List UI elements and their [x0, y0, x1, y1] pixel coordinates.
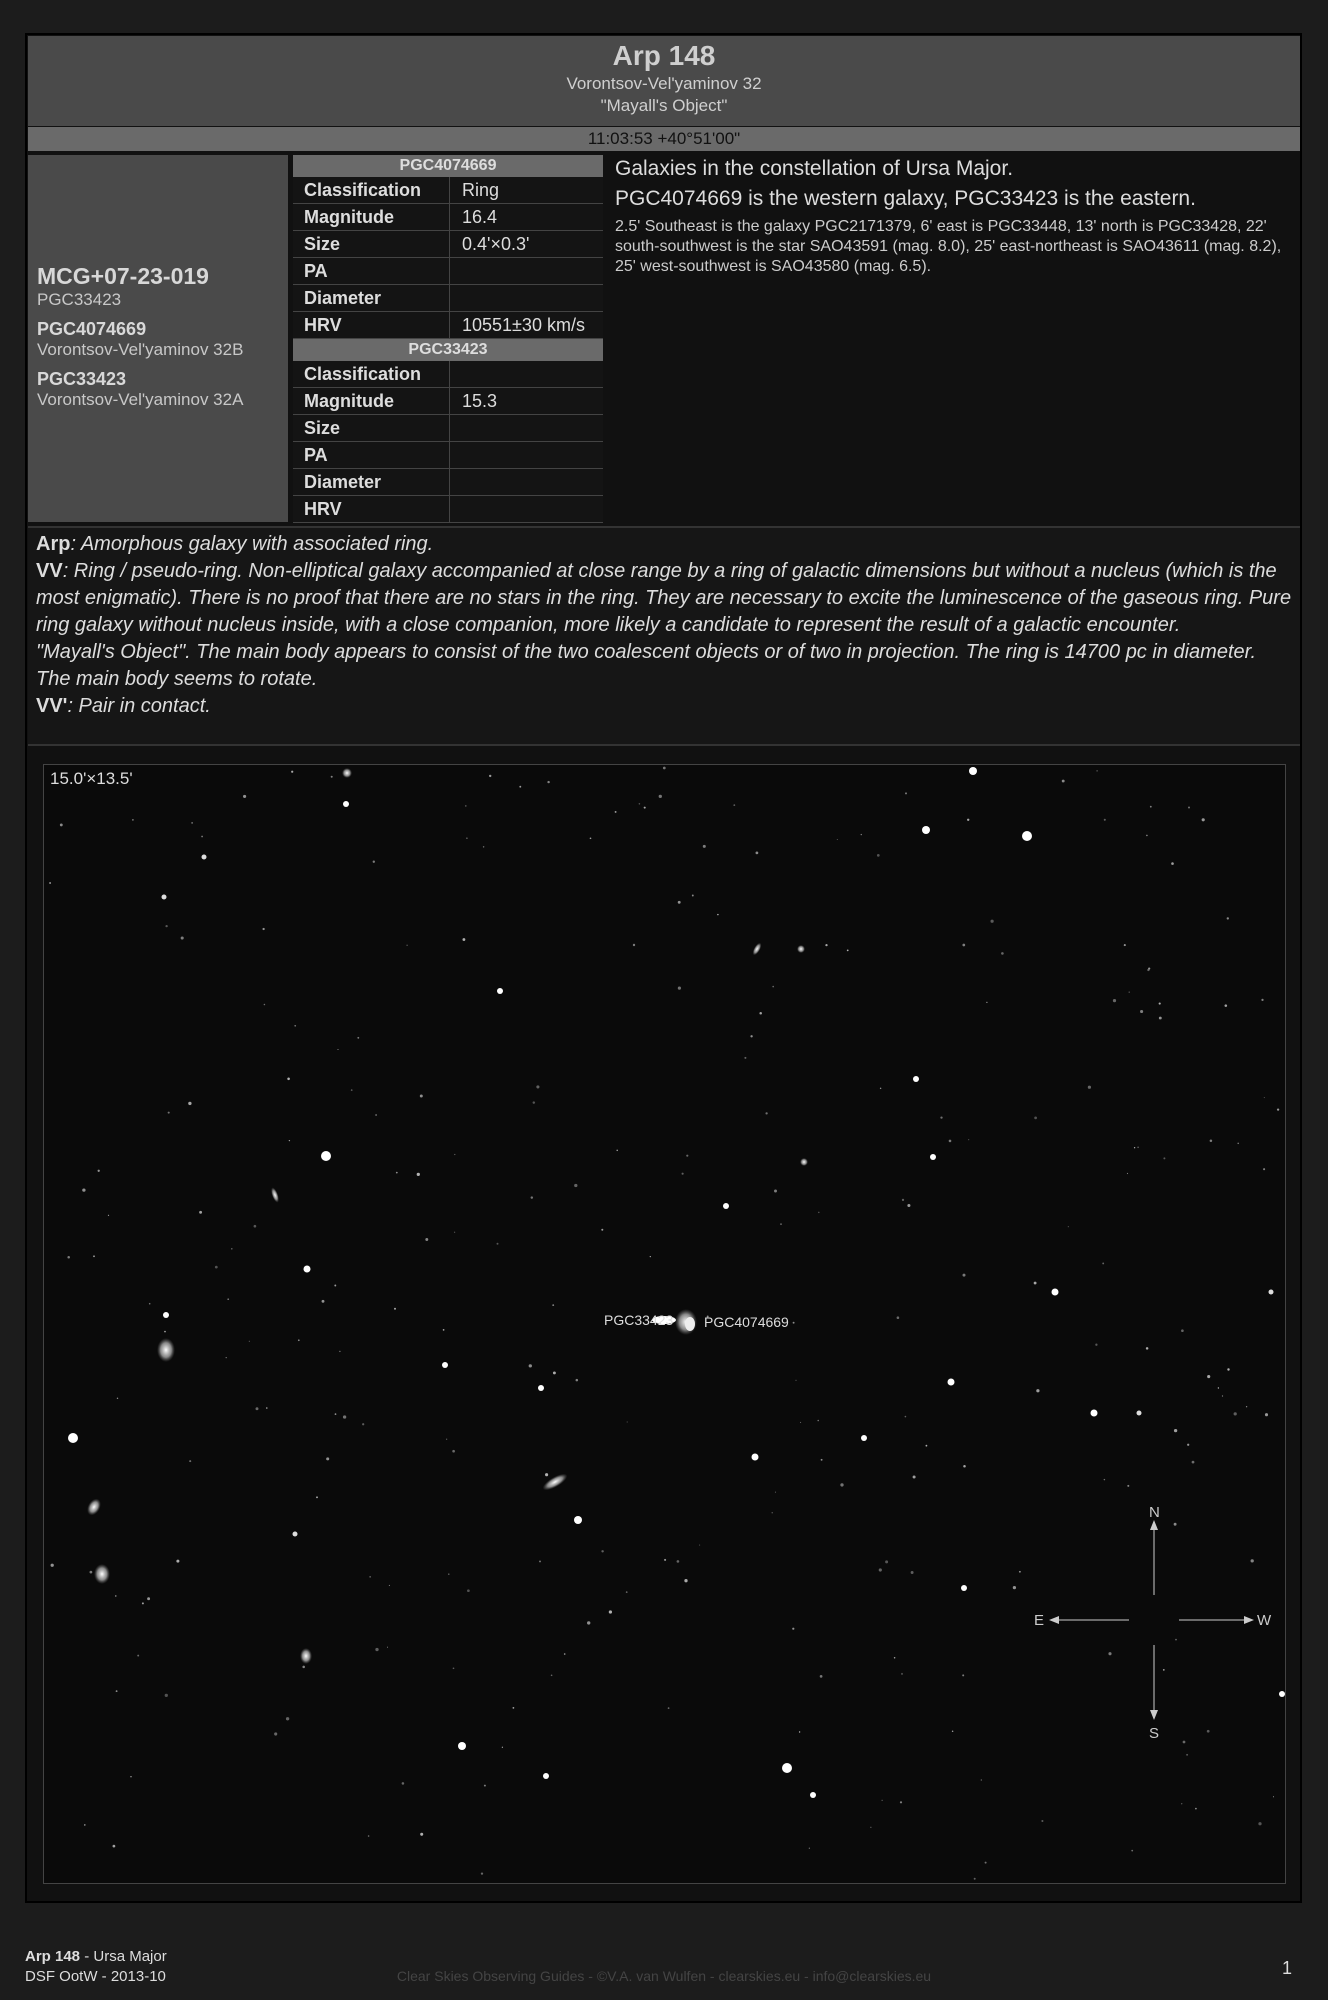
field-of-view-label: 15.0'×13.5': [50, 769, 133, 788]
object2-alt: Vorontsov-Vel'yaminov 32A: [37, 390, 244, 409]
description-panel: [615, 157, 1295, 277]
row-value: 0.4'×0.3': [462, 234, 530, 254]
table-row: [293, 204, 603, 231]
row-key: Diameter: [293, 285, 450, 311]
object1-designation: PGC4074669: [37, 319, 147, 339]
row-value: 15.3: [462, 391, 498, 411]
vvp-label: VV': [36, 695, 68, 717]
table-row: [293, 496, 603, 523]
row-value: [450, 361, 603, 387]
table-row: [293, 177, 603, 204]
page-number: 1: [1282, 1958, 1293, 1978]
compass-n: N: [1149, 1504, 1160, 1521]
compass-w: W: [1257, 1612, 1272, 1629]
description-line1: Galaxies in the constellation of Ursa Major.: [615, 157, 1014, 180]
row-value: Ring: [462, 180, 500, 200]
row-value: [450, 258, 603, 284]
galaxy-label-pgc33423: PGC33423: [604, 1312, 674, 1328]
galaxy-label-pgc4074669: PGC4074669: [704, 1314, 789, 1330]
footer-object: Arp 148: [25, 1948, 81, 1965]
row-value: 16.4: [462, 207, 498, 227]
table1-heading: PGC4074669: [293, 155, 603, 177]
row-key: Size: [293, 231, 450, 257]
row-key: HRV: [293, 312, 450, 338]
table2-heading: PGC33423: [293, 339, 603, 361]
properties-tables: [293, 155, 603, 523]
object-nickname: "Mayall's Object": [600, 96, 728, 115]
starfield: [44, 765, 1285, 1883]
row-value: [450, 442, 603, 468]
object1-alt: Vorontsov-Vel'yaminov 32B: [37, 340, 244, 359]
footer-constellation: - Ursa Major: [80, 1948, 167, 1965]
table-row: [293, 361, 603, 388]
footer-line2: DSF OotW - 2013-10: [25, 1968, 166, 1985]
row-key: PA: [293, 442, 450, 468]
arp-note: [36, 531, 1292, 558]
vv-label: VV: [36, 560, 63, 582]
row-key: Magnitude: [293, 204, 450, 230]
table-row: [293, 312, 603, 339]
row-key: Magnitude: [293, 388, 450, 414]
object2-designation: PGC33423: [37, 369, 127, 389]
vv-note-2: "Mayall's Object". The main body appears to consist of the two coalescent objects or of two in projection. The ring is 14700 pc in diameter. The main body seems to rotate.: [36, 641, 1257, 690]
sky-image: [43, 764, 1286, 1884]
main-designation-alt: PGC33423: [37, 290, 122, 309]
table-row: [293, 285, 603, 312]
row-value: [450, 469, 603, 495]
header: [28, 36, 1300, 126]
table-row: [293, 442, 603, 469]
row-value: [450, 415, 603, 441]
row-key: Classification: [293, 361, 450, 387]
row-key: PA: [293, 258, 450, 284]
compass-e: E: [1034, 1612, 1045, 1629]
compass-s: S: [1149, 1725, 1160, 1742]
vvp-text: : Pair in contact.: [67, 695, 211, 717]
object-subtitle: Vorontsov-Vel'yaminov 32: [566, 74, 762, 93]
row-value: [450, 496, 603, 522]
description-line2: PGC4074669 is the western galaxy, PGC33423 is the eastern.: [615, 187, 1196, 210]
row-key: Diameter: [293, 469, 450, 495]
footer-credits: Clear Skies Observing Guides - ©V.A. van Wulfen - clearskies.eu - info@clearskies.eu: [396, 1968, 932, 1984]
table-row: [293, 231, 603, 258]
row-value: 10551±30 km/s: [462, 315, 585, 335]
table-row: [293, 258, 603, 285]
vvp-note: [36, 693, 1292, 720]
notes-panel: [28, 526, 1300, 746]
arp-text: : Amorphous galaxy with associated ring.: [70, 533, 434, 555]
row-key: Size: [293, 415, 450, 441]
coordinates-bar: 11:03:53 +40°51'00": [28, 127, 1300, 151]
description-details: 2.5' Southeast is the galaxy PGC2171379, 6' east is PGC33448, 13' north is PGC33428, 22' south-southwest is the star SAO43591 (mag. 8.0), 25' east-northeast is SAO43611 (mag. 8.2), 25' west-southwest is SAO43580 (mag. 6.5).: [615, 218, 1282, 275]
designations-panel: [28, 155, 288, 522]
object-title: Arp 148: [612, 40, 716, 71]
table-row: [293, 388, 603, 415]
row-key: HRV: [293, 496, 450, 522]
footer-line1: [25, 1947, 167, 1967]
arp-label: Arp: [36, 533, 71, 555]
main-designation: MCG+07-23-019: [37, 263, 209, 289]
row-value: [450, 285, 603, 311]
row-key: Classification: [293, 177, 450, 203]
vv-note: [36, 558, 1292, 639]
table-row: [293, 415, 603, 442]
vv-text: : Ring / pseudo-ring. Non-elliptical galaxy accompanied at close range by a ring of galactic dimensions but without a nucleus (which is the most enigmatic). There is no proof that there are no stars in the ring. They are necessary to excite the luminescence of the gaseous ring. Pure ring galaxy without nucleus inside, with a close companion, more likely a candidate to represent the result of a galactic encounter.: [36, 560, 1292, 636]
table-row: [293, 469, 603, 496]
